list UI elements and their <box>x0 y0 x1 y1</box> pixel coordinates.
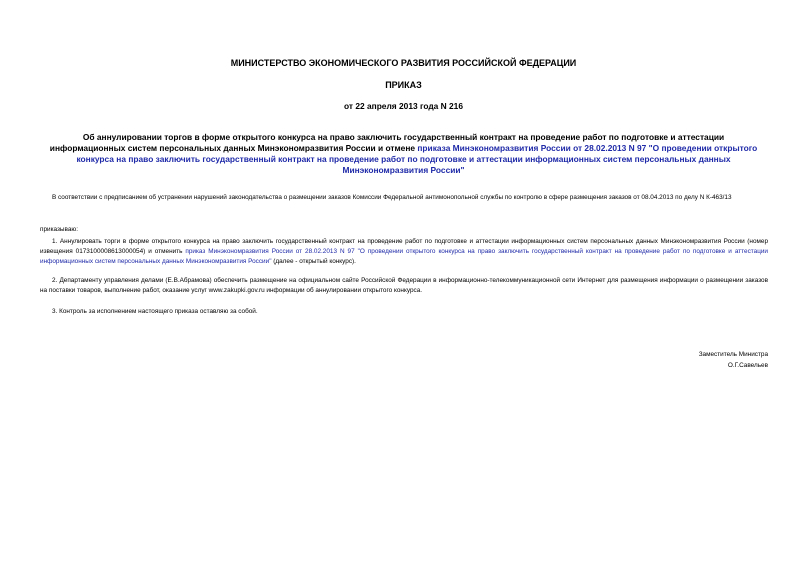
signature-block <box>568 350 768 371</box>
item-1-link[interactable]: приказ Минэкономразвития России от 28.02.2013 N 97 "О проведении открытого конкурса на право заключить государственный контракт на проведение работ по подготовке и аттестации информационных систем персональных данных Минэкономразвития России" <box>40 248 768 265</box>
item-1-paragraph <box>40 237 768 267</box>
doc-type-heading: ПРИКАЗ <box>385 80 422 90</box>
ministry-heading: МИНИСТЕРСТВО ЭКОНОМИЧЕСКОГО РАЗВИТИЯ РОССИЙСКОЙ ФЕДЕРАЦИИ <box>230 58 577 68</box>
item-1-text: 1. Аннулировать торги в форме открытого конкурса на право заключить государственный контракт на проведение работ по подготовке и аттестации информационных систем персональных данных Минэкономразвития России (номер извещения 0173100008613000054) и отменить <box>40 238 768 255</box>
item-1-tail: (далее - открытый конкурс). <box>271 258 356 265</box>
item-2-paragraph: 2. Департаменту управления делами (Е.В.Абрамова) обеспечить размещение на официальном сайте Российской Федерации в информационно-телекоммуникационной сети Интернет для размещения информации о размещении заказов на поставки товаров, выполнение работ, оказание услуг www.zakupki.gov.ru информации об аннулировании открытого конкурса. <box>40 277 768 294</box>
signature-position: Заместитель Министра <box>698 351 768 358</box>
order-word: приказываю: <box>40 226 78 233</box>
item-3-paragraph: 3. Контроль за исполнением настоящего приказа оставляю за собой. <box>52 308 258 315</box>
document-title <box>46 132 761 176</box>
date-number-heading: от 22 апреля 2013 года N 216 <box>344 101 463 111</box>
signature-name: О.Г.Савельев <box>727 361 768 369</box>
preamble-paragraph: В соответствии с предписанием об устранении нарушений законодательства о размещении заказов Комиссии Федеральной антимонопольной службы по контролю в сфере размещения заказов от 08.04.2013 по делу N К-463/13 <box>52 194 732 201</box>
title-link[interactable]: приказа Минэкономразвития России от 28.02.2013 N 97 "О проведении открытого конкурса на право заключить государственный контракт на проведение работ по подготовке и аттестации информационных систем персональных данных Минэкономразвития России" <box>76 143 758 175</box>
title-text: Об аннулировании торгов в форме открытого конкурса на право заключить государственный контракт на проведение работ по подготовке и аттестации информационных систем персональных данных Минэкономразвития России и отмене <box>49 132 725 153</box>
